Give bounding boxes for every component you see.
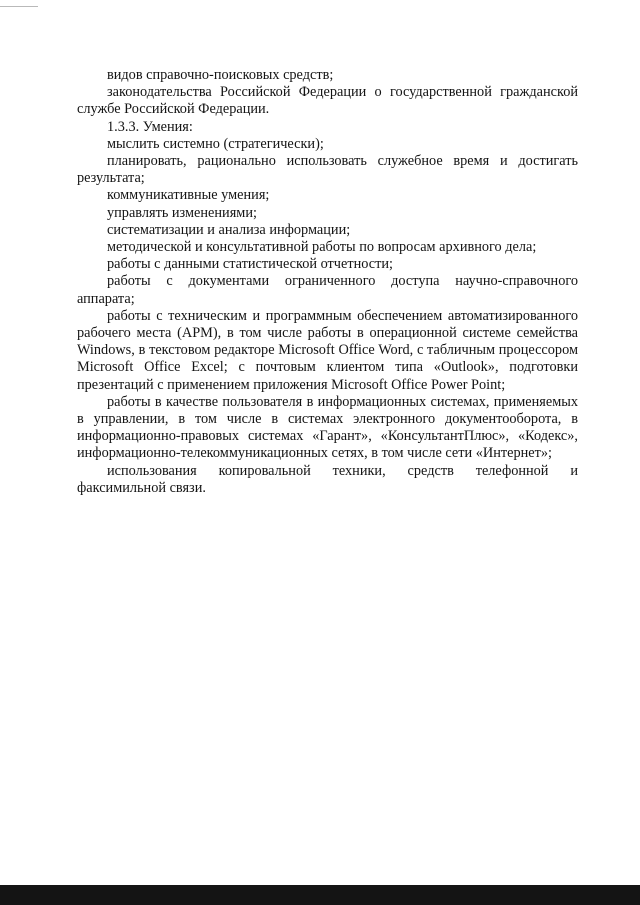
skill-change-management: управлять изменениями;	[107, 204, 257, 221]
paragraph-search-tools: видов справочно-поисковых средств;	[107, 67, 334, 83]
skill-software: работы с техническим и программным обеспечением автоматизированного рабочего места (АРМ), в том числе работы в операционной системе семейства Windows, в текстовом редакторе Microsoft Office Word, с табличным процессором Microsoft Office Excel; с почтовым клиентом типа «Outlook», подготовки презентаций с применением приложения Microsoft Office Power Point;	[77, 307, 578, 393]
skill-archival-consulting: методической и консультативной работы по вопросам архивного дела;	[107, 239, 537, 256]
skill-restricted-documents: работы с документами ограниченного доступа научно-справочного аппарата;	[77, 273, 578, 307]
paragraph-legislation: законодательства Российской Федерации о государственной гражданской службе Российской Федерации.	[77, 84, 578, 118]
skill-planning: планировать, рационально использовать служебное время и достигать результата;	[77, 153, 578, 187]
skill-communication: коммуникативные умения;	[107, 187, 270, 204]
document-body	[77, 67, 578, 497]
skill-information-analysis: систематизации и анализа информации;	[107, 221, 351, 238]
skill-systemic-thinking: мыслить системно (стратегически);	[107, 135, 324, 152]
skill-information-systems: работы в качестве пользователя в информационных системах, применяемых в управлении, в том числе в системах электронного документооборота, в информационно-правовых системах «Гарант», «КонсультантПлюс», «Кодекс», информационно-телекоммуникационных сетях, в том числе сети «Интернет»;	[77, 393, 578, 462]
section-heading-skills: 1.3.3. Умения:	[107, 118, 193, 135]
scan-artifact-bottom	[0, 885, 640, 905]
scan-artifact-top	[0, 6, 38, 7]
skill-office-equipment: использования копировальной техники, средств телефонной и факсимильной связи.	[77, 462, 578, 496]
skill-statistical-reporting: работы с данными статистической отчетности;	[107, 256, 393, 273]
